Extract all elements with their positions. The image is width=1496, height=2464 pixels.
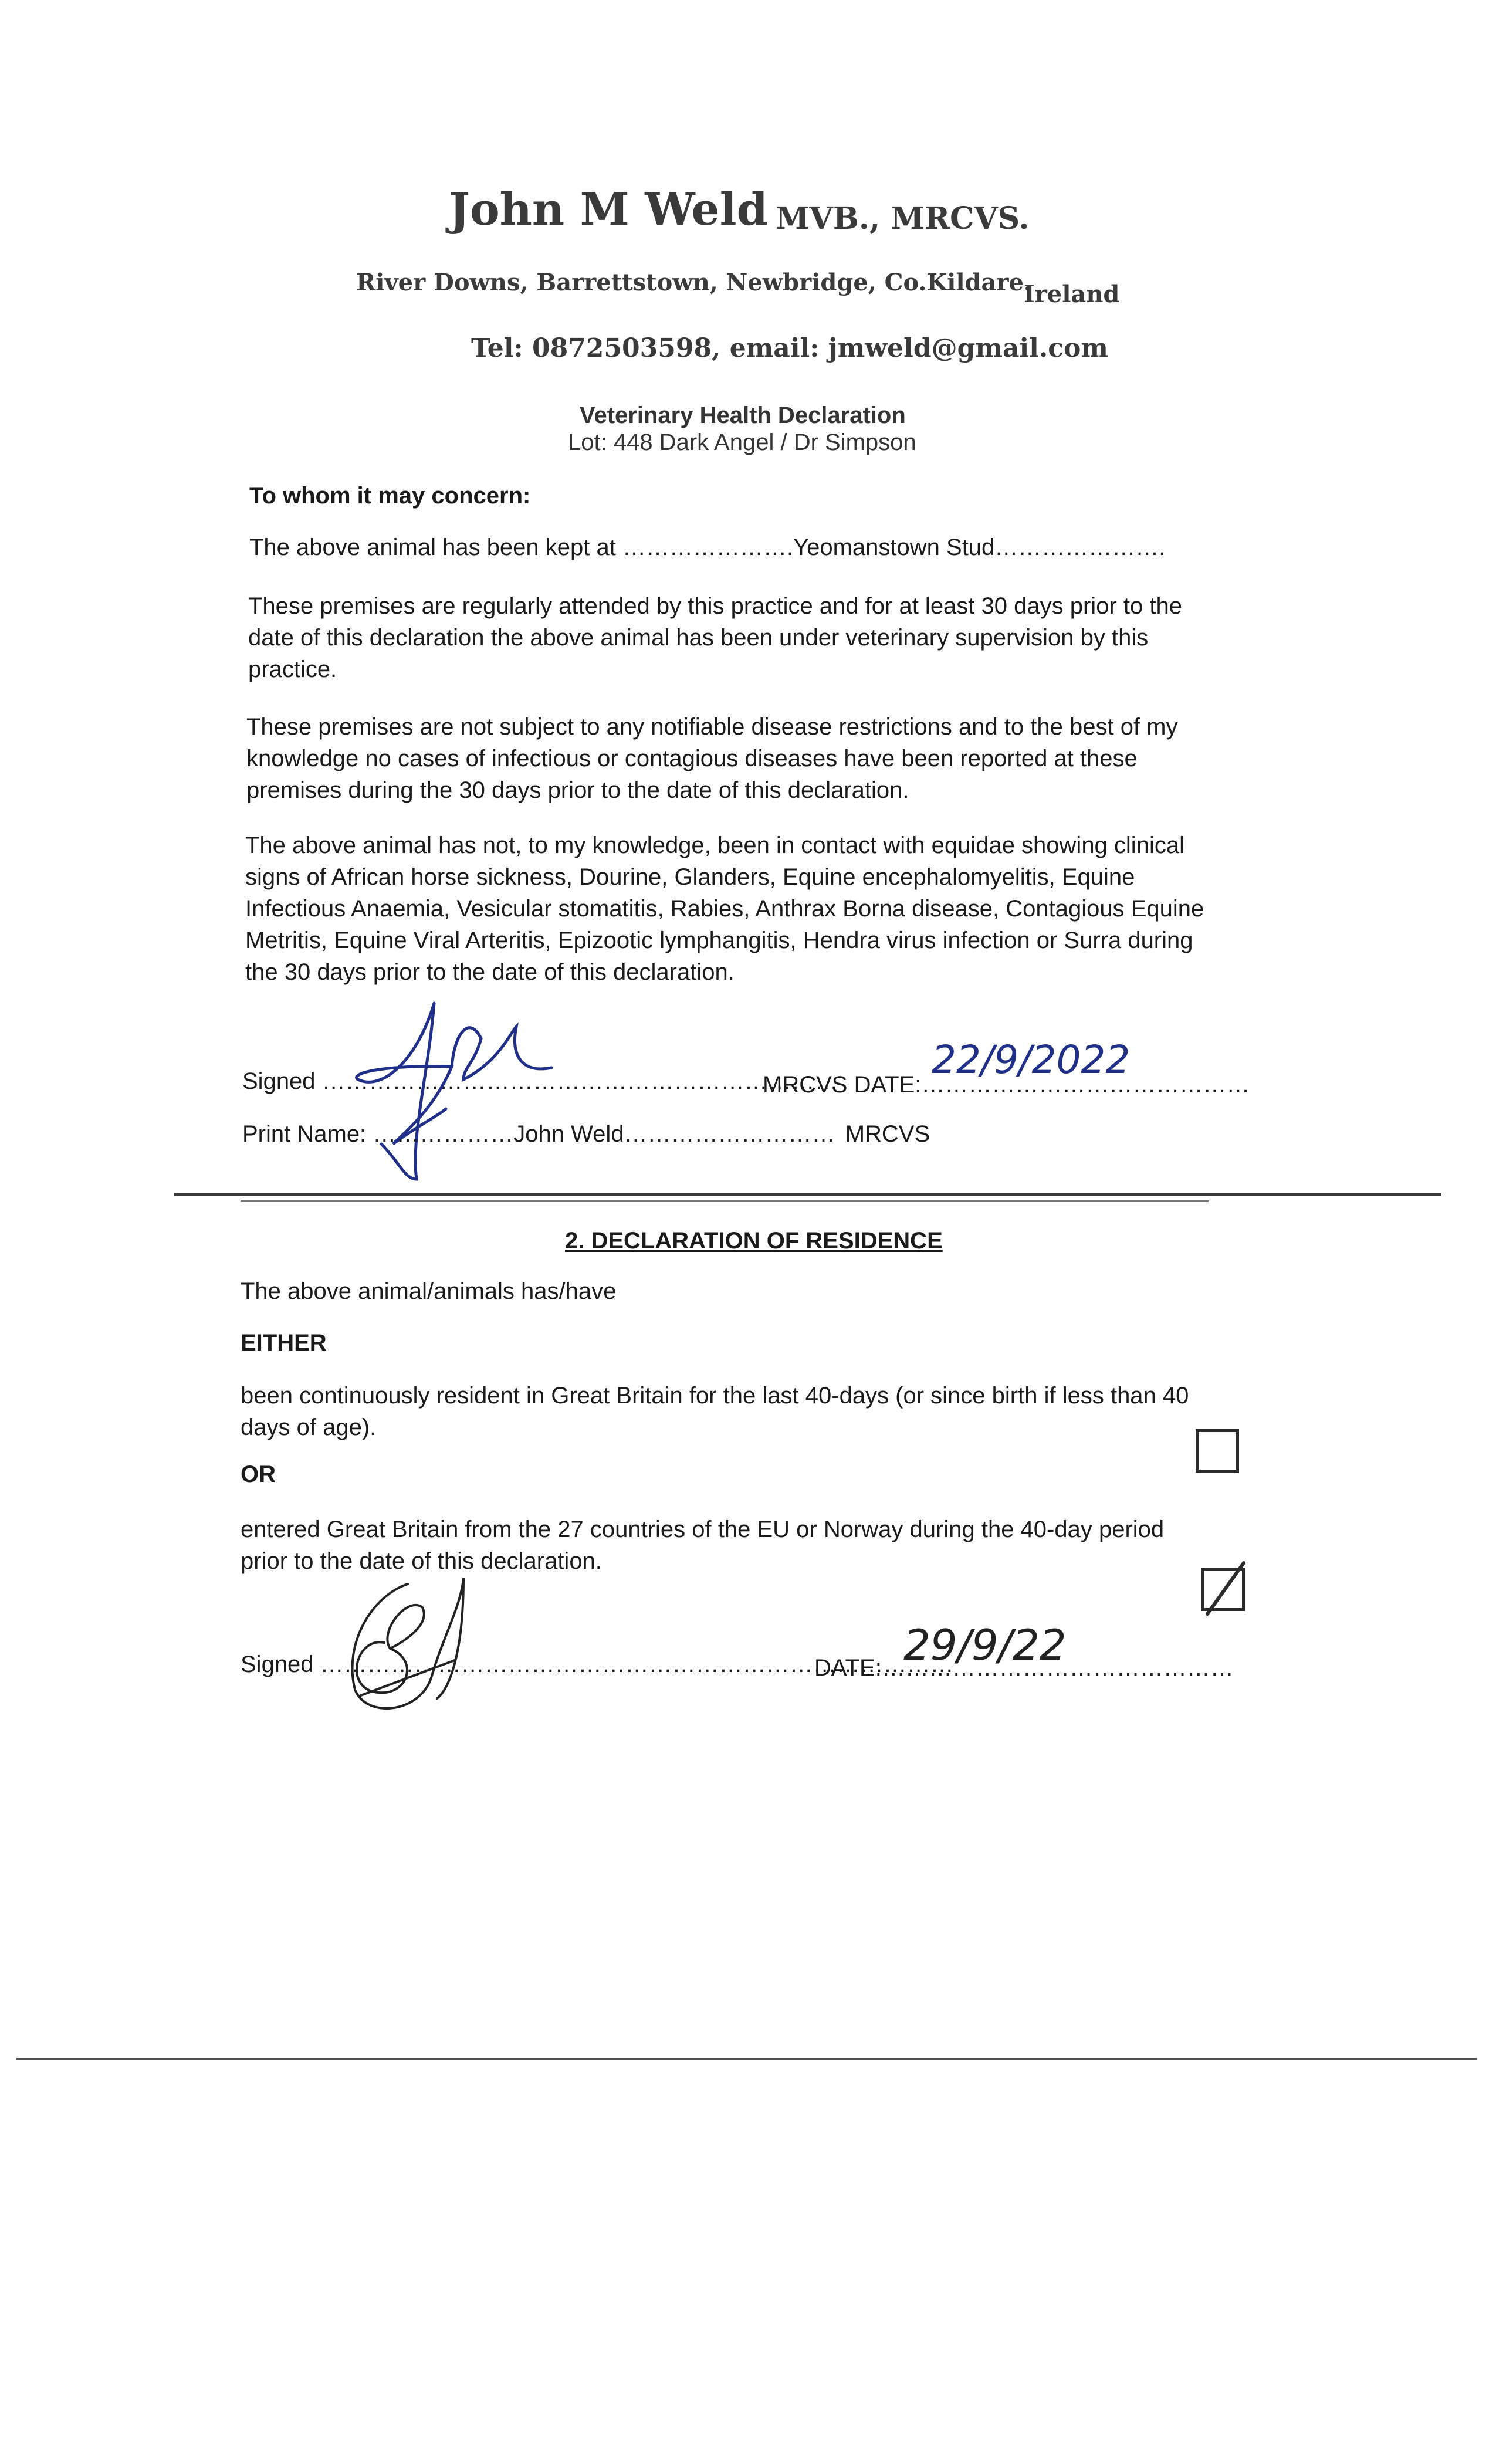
kept-at-prefix: The above animal has been kept at ………………….: [249, 534, 794, 560]
salutation: To whom it may concern:: [249, 483, 531, 509]
section-divider-secondary: [241, 1200, 1209, 1202]
option-line: prior to the date of this declaration.: [241, 1548, 602, 1574]
paragraph-line: knowledge no cases of infectious or contagious diseases have been reported at these: [246, 746, 1138, 771]
vet-address: River Downs, Barrettstown, Newbridge, Co.Kildare.: [356, 269, 1032, 296]
kept-at-line: [249, 532, 1165, 563]
print-name-suffix: MRCVS: [845, 1121, 930, 1147]
option-line: been continuously resident in Great Britain for the last 40-days (or since birth if less than 40: [241, 1383, 1189, 1409]
vet-name: John M Weld: [449, 183, 768, 235]
residence-signed-label: Signed ………………………………………………………………………: [241, 1651, 954, 1677]
paragraph-supervision: [248, 590, 1182, 685]
print-name-line: [242, 1118, 930, 1150]
option-line: entered Great Britain from the 27 countries of the EU or Norway during the 40-day period: [241, 1517, 1165, 1542]
residence-intro: The above animal/animals has/have: [241, 1278, 617, 1304]
paragraph-line: date of this declaration the above animal has been under veterinary supervision by this: [248, 625, 1149, 651]
residence-either: EITHER: [241, 1330, 327, 1356]
paragraph-line: The above animal has not, to my knowledge, been in contact with equidae showing clinical: [245, 832, 1184, 858]
paragraph-line: These premises are regularly attended by this practice and for at least 30 days prior to the: [248, 593, 1182, 619]
residence-heading: 2. DECLARATION OF RESIDENCE: [565, 1228, 943, 1254]
declaration-title: Veterinary Health Declaration: [580, 402, 906, 428]
kept-at-location: Yeomanstown Stud………………….: [793, 534, 1166, 560]
vet-signed-label: Signed …………………………………………………………: [242, 1068, 838, 1094]
option-line: days of age).: [241, 1414, 377, 1440]
vet-signed-date: 22/9/2022: [932, 1037, 1131, 1082]
option-1-checkbox[interactable]: [1196, 1429, 1239, 1473]
paragraph-restrictions: [246, 711, 1178, 806]
paragraph-line: Metritis, Equine Viral Arteritis, Epizootic lymphangitis, Hendra virus infection or Surra during: [245, 928, 1193, 953]
residence-date-label: DATE:………………………………………: [814, 1655, 1234, 1681]
print-name-label: Print Name: ………………: [242, 1121, 514, 1147]
paragraph-line: Infectious Anaemia, Vesicular stomatitis, Rabies, Anthrax Borna disease, Contagious Equine: [245, 896, 1204, 922]
checkmark-icon: [1201, 1558, 1248, 1617]
vet-qualifications: MVB., MRCVS.: [776, 201, 1030, 236]
vet-signature: [346, 991, 593, 1185]
residence-option-1: [241, 1380, 1189, 1443]
print-name-value: John Weld………………………: [513, 1121, 835, 1147]
paragraph-line: practice.: [248, 656, 337, 682]
paragraph-line: the 30 days prior to the date of this declaration.: [245, 959, 735, 985]
declaration-lot: Lot: 448 Dark Angel / Dr Simpson: [568, 429, 916, 455]
paragraph-contact-diseases: [245, 830, 1204, 988]
residence-signed-date: 29/9/22: [903, 1620, 1067, 1670]
vet-contact: Tel: 0872503598, email: jmweld@gmail.com: [471, 333, 1108, 363]
page-bottom-rule: [16, 2058, 1477, 2060]
residence-or: OR: [241, 1461, 276, 1487]
paragraph-line: signs of African horse sickness, Dourine, Glanders, Equine encephalomyelitis, Equine: [245, 864, 1135, 890]
vet-mrcvs-date-label: MRCVS DATE:……………………………………: [763, 1072, 1250, 1098]
paragraph-line: These premises are not subject to any notifiable disease restrictions and to the best of my: [246, 714, 1178, 740]
paragraph-line: premises during the 30 days prior to the date of this declaration.: [246, 777, 909, 803]
residence-option-2: [241, 1514, 1164, 1577]
owner-signature: [320, 1572, 472, 1725]
vet-country: Ireland: [1024, 280, 1120, 308]
section-divider: [174, 1193, 1441, 1196]
